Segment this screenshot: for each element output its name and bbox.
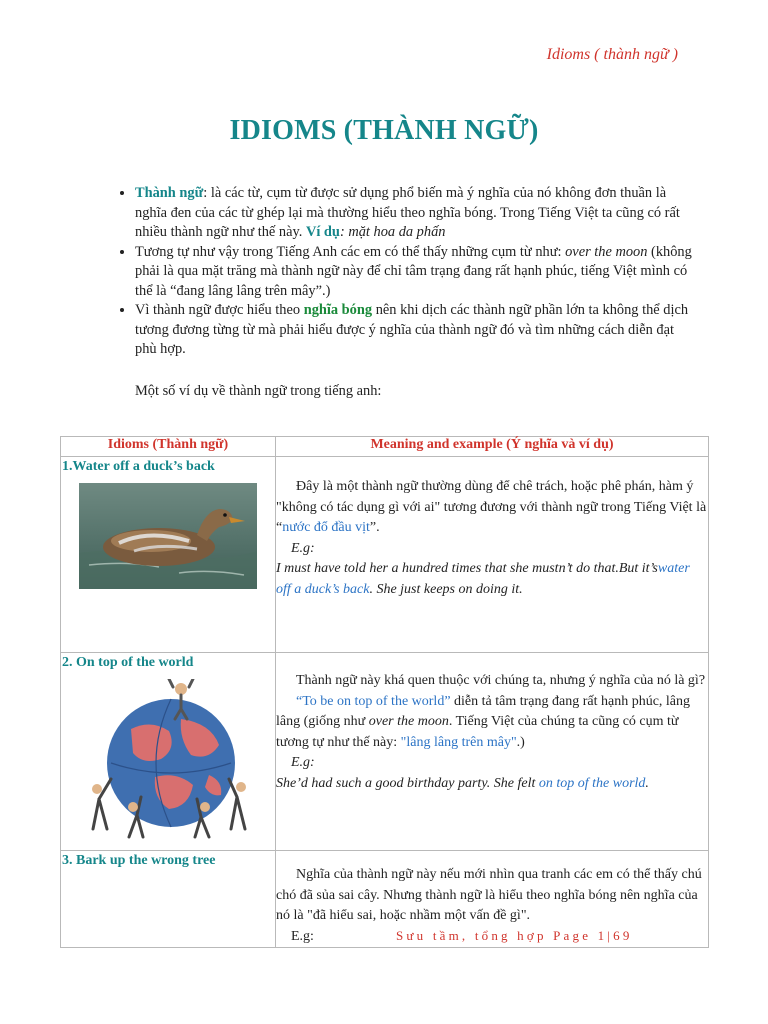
highlight-lang-lang: "lâng lâng trên mây" — [400, 734, 517, 750]
meaning-text: .) — [516, 734, 525, 750]
definition-list — [110, 184, 695, 360]
running-header: Idioms ( thành ngữ ) — [546, 46, 678, 63]
bullet-text: Tương tự như vậy trong Tiếng Anh các em có thể thấy những cụm từ như: — [135, 243, 566, 260]
meaning-cell — [276, 653, 709, 851]
idiom-cell — [61, 653, 276, 851]
phrase-over-the-moon: over the moon — [368, 714, 449, 729]
bullet-definition — [135, 184, 695, 243]
meaning-text: . Tiếng Việt của chúng ta cũng có cụm từ tương tự như thế này: — [276, 714, 679, 750]
highlight-nuoc-do-dau-vit: nước đổ đầu vịt — [282, 520, 370, 535]
vi-du-label: Ví dụ — [305, 224, 340, 240]
duck-image — [79, 483, 257, 589]
bullet-text: : là các từ, cụm từ được sử dụng phổ biến mà ý nghĩa của nó không đơn thuần là nghĩa đen của các từ ghép lại mà thường hiểu theo nghĩa bóng. Trong Tiếng Việt ta cũng có rất nhiều thành ngữ như thế này. — [135, 185, 680, 240]
term-thanh-ngu: Thành ngữ — [135, 185, 204, 201]
bullet-figurative — [135, 301, 695, 360]
page-footer: Sưu tầm, tổng hợp Page 1|69 — [396, 928, 633, 943]
example-text: . She just keeps on doing it. — [369, 581, 523, 597]
term-nghia-bong: nghĩa bóng — [303, 302, 373, 318]
meaning-text: diễn tả tâm trạng đang rất hạnh phúc, lâng lâng (giống như — [276, 693, 691, 729]
idiom-title: 2. On top of the world — [62, 655, 194, 670]
column-header-meaning: Meaning and example (Ý nghĩa và ví dụ) — [276, 437, 709, 457]
phrase-over-the-moon: over the moon — [565, 243, 648, 260]
meaning-text: ”. — [369, 520, 380, 535]
idiom-title: 3. Bark up the wrong tree — [62, 853, 216, 868]
idiom-cell — [61, 851, 276, 948]
page-title: IDIOMS (THÀNH NGỮ) — [229, 115, 539, 146]
table-row — [61, 653, 709, 851]
bullet-text: Vì thành ngữ được hiểu theo — [135, 302, 304, 318]
table-header-row — [61, 437, 709, 457]
eg-label: E.g: — [291, 928, 314, 944]
bullet-english-example — [135, 243, 695, 302]
intro-text: Một số ví dụ về thành ngữ trong tiếng anh: — [135, 383, 382, 399]
table-row — [61, 457, 709, 653]
eg-label: E.g: — [291, 540, 315, 556]
example-text: I must have told her a hundred times that she mustn’t do that.But it’s — [276, 561, 658, 576]
globe-image — [81, 679, 257, 839]
eg-label: E.g: — [291, 755, 315, 770]
idiom-cell — [61, 457, 276, 653]
meaning-text: Thành ngữ này khá quen thuộc với chúng ta, nhưng ý nghĩa của nó là gì? — [296, 673, 706, 688]
example-text: . — [645, 775, 649, 791]
vi-du-text: : mặt hoa da phấn — [339, 224, 446, 240]
meaning-text: Nghĩa của thành ngữ này nếu mới nhìn qua tranh các em có thể thấy chú chó đã sủa sai cây. Nhưng thành ngữ là hiểu theo nghĩa bóng nên nghĩa của nó là "đã hiểu sai, hoặc nhầm một vấn đề gì". — [276, 867, 702, 923]
column-header-idioms: Idioms (Thành ngữ) — [61, 437, 276, 457]
meaning-cell — [276, 457, 709, 653]
example-text: She’d had such a good birthday party. She felt — [276, 775, 539, 791]
highlight-idiom: water off a duck’s back — [276, 561, 690, 597]
bullet-text: (không phải là qua mặt trăng mà thành ngữ này để chỉ tâm trạng đang rất hạnh phúc, tiếng Việt mình có thể là “đang lâng lâng trên mây”.) — [135, 243, 692, 299]
example-sentence — [276, 774, 708, 795]
highlight-idiom: on top of the world — [538, 775, 646, 791]
idioms-table — [60, 436, 709, 948]
example-sentence — [276, 559, 708, 600]
meaning-text: Đây là một thành ngữ thường dùng để chê trách, hoặc phê phán, hàm ý "không có tác dụng gì với ai" tương đương với thành ngữ trong Tiếng Việt là “ — [276, 479, 707, 535]
bullet-text: nên khi dịch các thành ngữ phần lớn ta không thể dịch tương đương từng từ mà phải hiểu được ý nghĩa của thành ngữ đó và tìm những cách diễn đạt phù hợp. — [135, 302, 689, 357]
idiom-title: 1.Water off a duck’s back — [62, 459, 215, 474]
highlight-idiom-phrase: “To be on top of the world” — [296, 693, 451, 709]
